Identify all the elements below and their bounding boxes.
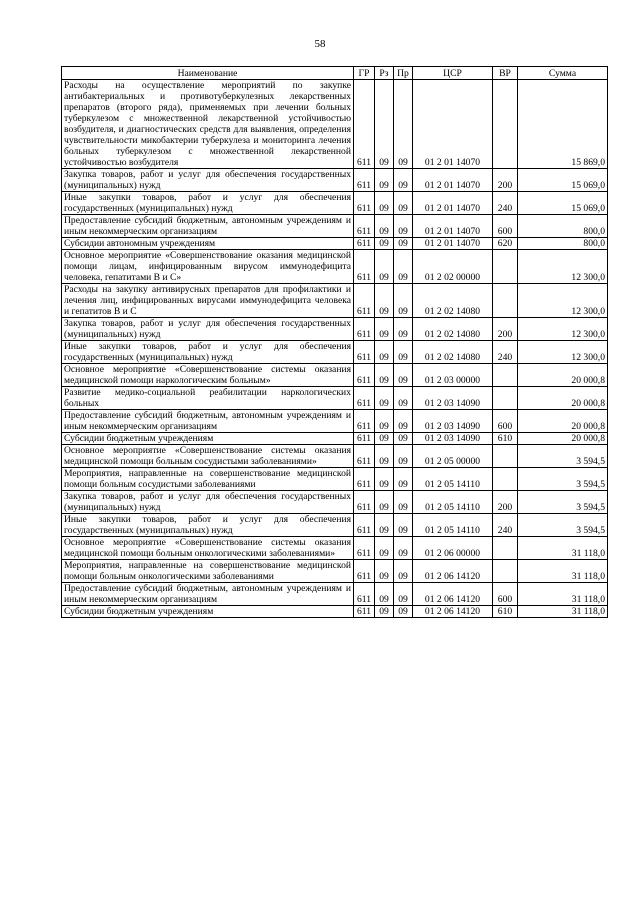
cell-sum: 31 118,0: [518, 560, 608, 583]
cell-gr: 611: [354, 514, 375, 537]
cell-csr: 01 2 01 14070: [413, 238, 493, 250]
cell-rz: 09: [375, 491, 394, 514]
cell-pr: 09: [394, 238, 413, 250]
cell-rz: 09: [375, 169, 394, 192]
cell-pr: 09: [394, 341, 413, 364]
cell-gr: 611: [354, 238, 375, 250]
cell-gr: 611: [354, 250, 375, 284]
cell-csr: 01 2 03 14090: [413, 387, 493, 410]
table-row: [62, 192, 608, 215]
cell-sum: 3 594,5: [518, 491, 608, 514]
cell-sum: 12 300,0: [518, 318, 608, 341]
cell-csr: 01 2 02 14080: [413, 341, 493, 364]
cell-sum: 800,0: [518, 215, 608, 238]
cell-name: Развитие медико-социальной реабилитации наркологических больных: [62, 387, 354, 410]
cell-sum: 800,0: [518, 238, 608, 250]
cell-gr: 611: [354, 560, 375, 583]
cell-rz: 09: [375, 445, 394, 468]
cell-name: Иные закупки товаров, работ и услуг для обеспечения государственных (муниципальных) нужд: [62, 192, 354, 215]
table-row: [62, 80, 608, 169]
cell-csr: 01 2 02 14080: [413, 284, 493, 318]
cell-vr: 240: [493, 192, 518, 215]
cell-sum: 3 594,5: [518, 468, 608, 491]
cell-pr: 09: [394, 491, 413, 514]
cell-rz: 09: [375, 341, 394, 364]
cell-gr: 611: [354, 284, 375, 318]
cell-sum: 20 000,8: [518, 410, 608, 433]
cell-vr: [493, 387, 518, 410]
cell-csr: 01 2 06 14120: [413, 606, 493, 618]
cell-vr: 200: [493, 318, 518, 341]
cell-pr: 09: [394, 468, 413, 491]
cell-rz: 09: [375, 606, 394, 618]
cell-csr: 01 2 06 00000: [413, 537, 493, 560]
cell-gr: 611: [354, 169, 375, 192]
cell-gr: 611: [354, 583, 375, 606]
cell-vr: 610: [493, 433, 518, 445]
cell-rz: 09: [375, 387, 394, 410]
table-row: [62, 445, 608, 468]
cell-gr: 611: [354, 387, 375, 410]
table-row: [62, 169, 608, 192]
cell-pr: 09: [394, 537, 413, 560]
cell-pr: 09: [394, 583, 413, 606]
table-row: [62, 250, 608, 284]
cell-csr: 01 2 05 14110: [413, 468, 493, 491]
cell-rz: 09: [375, 433, 394, 445]
cell-vr: 620: [493, 238, 518, 250]
cell-sum: 20 000,8: [518, 387, 608, 410]
header-pr: Пр: [394, 67, 413, 80]
table-row: [62, 606, 608, 618]
table-row: [62, 284, 608, 318]
table-row: [62, 410, 608, 433]
cell-vr: 240: [493, 341, 518, 364]
table-row: [62, 364, 608, 387]
cell-vr: 240: [493, 514, 518, 537]
cell-vr: [493, 468, 518, 491]
cell-sum: 12 300,0: [518, 341, 608, 364]
cell-rz: 09: [375, 215, 394, 238]
cell-gr: 611: [354, 491, 375, 514]
table-row: [62, 318, 608, 341]
cell-name: Мероприятия, направленные на совершенствование медицинской помощи больным онкологическими заболеваниями: [62, 560, 354, 583]
cell-rz: 09: [375, 80, 394, 169]
cell-sum: 20 000,8: [518, 364, 608, 387]
cell-vr: 600: [493, 215, 518, 238]
cell-gr: 611: [354, 537, 375, 560]
cell-vr: [493, 560, 518, 583]
cell-rz: 09: [375, 238, 394, 250]
header-name: Наименование: [62, 67, 354, 80]
budget-table: [61, 66, 608, 618]
cell-rz: 09: [375, 514, 394, 537]
cell-vr: 200: [493, 169, 518, 192]
cell-csr: 01 2 05 14110: [413, 491, 493, 514]
cell-vr: 600: [493, 410, 518, 433]
cell-gr: 611: [354, 606, 375, 618]
cell-rz: 09: [375, 410, 394, 433]
cell-name: Расходы на закупку антивирусных препаратов для профилактики и лечения лиц, инфицированных вирусами иммунодефицита человека и гепатитов B и C: [62, 284, 354, 318]
header-vr: ВР: [493, 67, 518, 80]
cell-gr: 611: [354, 468, 375, 491]
table-row: [62, 583, 608, 606]
cell-name: Иные закупки товаров, работ и услуг для обеспечения государственных (муниципальных) нужд: [62, 514, 354, 537]
cell-csr: 01 2 06 14120: [413, 560, 493, 583]
cell-gr: 611: [354, 318, 375, 341]
cell-name: Основное мероприятие «Совершенствование системы оказания медицинской помощи больным сосудистыми заболеваниями»: [62, 445, 354, 468]
cell-pr: 09: [394, 514, 413, 537]
cell-name: Закупка товаров, работ и услуг для обеспечения государственных (муниципальных) нужд: [62, 318, 354, 341]
cell-pr: 09: [394, 387, 413, 410]
cell-sum: 3 594,5: [518, 514, 608, 537]
cell-name: Субсидии бюджетным учреждениям: [62, 606, 354, 618]
cell-pr: 09: [394, 169, 413, 192]
cell-rz: 09: [375, 364, 394, 387]
cell-sum: 31 118,0: [518, 537, 608, 560]
cell-rz: 09: [375, 560, 394, 583]
cell-vr: [493, 250, 518, 284]
cell-vr: [493, 445, 518, 468]
cell-sum: 12 300,0: [518, 284, 608, 318]
cell-pr: 09: [394, 284, 413, 318]
cell-sum: 31 118,0: [518, 583, 608, 606]
cell-name: Предоставление субсидий бюджетным, автономным учреждениям и иным некоммерческим организациям: [62, 215, 354, 238]
cell-csr: 01 2 03 00000: [413, 364, 493, 387]
cell-gr: 611: [354, 433, 375, 445]
cell-vr: [493, 537, 518, 560]
cell-csr: 01 2 03 14090: [413, 410, 493, 433]
cell-pr: 09: [394, 606, 413, 618]
cell-pr: 09: [394, 192, 413, 215]
cell-csr: 01 2 06 14120: [413, 583, 493, 606]
cell-sum: 20 000,8: [518, 433, 608, 445]
cell-vr: 600: [493, 583, 518, 606]
table-row: [62, 537, 608, 560]
table-row: [62, 341, 608, 364]
cell-rz: 09: [375, 537, 394, 560]
cell-name: Предоставление субсидий бюджетным, автономным учреждениям и иным некоммерческим организациям: [62, 410, 354, 433]
cell-pr: 09: [394, 445, 413, 468]
cell-name: Субсидии автономным учреждениям: [62, 238, 354, 250]
cell-vr: [493, 364, 518, 387]
cell-rz: 09: [375, 284, 394, 318]
cell-rz: 09: [375, 468, 394, 491]
header-csr: ЦСР: [413, 67, 493, 80]
cell-vr: [493, 284, 518, 318]
cell-name: Основное мероприятие «Совершенствование системы оказания медицинской помощи больным онкологическими заболеваниями»: [62, 537, 354, 560]
cell-gr: 611: [354, 410, 375, 433]
table-row: [62, 468, 608, 491]
cell-pr: 09: [394, 80, 413, 169]
cell-rz: 09: [375, 250, 394, 284]
cell-csr: 01 2 01 14070: [413, 215, 493, 238]
cell-name: Иные закупки товаров, работ и услуг для обеспечения государственных (муниципальных) нужд: [62, 341, 354, 364]
cell-gr: 611: [354, 341, 375, 364]
cell-sum: 31 118,0: [518, 606, 608, 618]
cell-gr: 611: [354, 192, 375, 215]
cell-vr: 610: [493, 606, 518, 618]
cell-sum: 15 069,0: [518, 169, 608, 192]
cell-sum: 15 069,0: [518, 192, 608, 215]
table-row: [62, 433, 608, 445]
cell-gr: 611: [354, 215, 375, 238]
cell-sum: 15 869,0: [518, 80, 608, 169]
cell-gr: 611: [354, 364, 375, 387]
cell-csr: 01 2 02 00000: [413, 250, 493, 284]
cell-pr: 09: [394, 215, 413, 238]
cell-rz: 09: [375, 318, 394, 341]
table-row: [62, 387, 608, 410]
header-rz: Рз: [375, 67, 394, 80]
cell-sum: 12 300,0: [518, 250, 608, 284]
cell-pr: 09: [394, 318, 413, 341]
table-row: [62, 215, 608, 238]
table-row: [62, 491, 608, 514]
cell-sum: 3 594,5: [518, 445, 608, 468]
cell-name: Мероприятия, направленные на совершенствование медицинской помощи больным сосудистыми заболеваниями: [62, 468, 354, 491]
header-sum: Сумма: [518, 67, 608, 80]
cell-name: Основное мероприятие «Совершенствование системы оказания медицинской помощи наркологическим больным»: [62, 364, 354, 387]
cell-pr: 09: [394, 560, 413, 583]
cell-csr: 01 2 01 14070: [413, 192, 493, 215]
cell-name: Закупка товаров, работ и услуг для обеспечения государственных (муниципальных) нужд: [62, 169, 354, 192]
cell-csr: 01 2 02 14080: [413, 318, 493, 341]
table-row: [62, 560, 608, 583]
cell-pr: 09: [394, 433, 413, 445]
table-row: [62, 514, 608, 537]
cell-csr: 01 2 01 14070: [413, 80, 493, 169]
cell-name: Закупка товаров, работ и услуг для обеспечения государственных (муниципальных) нужд: [62, 491, 354, 514]
page-number: 58: [314, 38, 326, 50]
cell-csr: 01 2 03 14090: [413, 433, 493, 445]
cell-rz: 09: [375, 192, 394, 215]
cell-pr: 09: [394, 410, 413, 433]
cell-gr: 611: [354, 445, 375, 468]
table-row: [62, 238, 608, 250]
cell-csr: 01 2 05 00000: [413, 445, 493, 468]
cell-name: Субсидии бюджетным учреждениям: [62, 433, 354, 445]
cell-vr: [493, 80, 518, 169]
header-gr: ГР: [354, 67, 375, 80]
header-row: [62, 67, 608, 80]
cell-gr: 611: [354, 80, 375, 169]
cell-csr: 01 2 05 14110: [413, 514, 493, 537]
cell-name: Расходы на осуществление мероприятий по закупке антибактериальных и противотуберкулезных лекарственных препаратов (второго ряда), применяемых при лечении больных туберкулезом с множественной лекарственной устойчивостью возбудителя, и диагностических средств для выявления, определения чувствительности микобактерии туберкулеза и мониторинга лечения больных туберкулезом с множественной лекарственной устойчивостью возбудителя: [62, 80, 354, 169]
cell-rz: 09: [375, 583, 394, 606]
cell-pr: 09: [394, 364, 413, 387]
cell-vr: 200: [493, 491, 518, 514]
cell-name: Предоставление субсидий бюджетным, автономным учреждениям и иным некоммерческим организациям: [62, 583, 354, 606]
cell-name: Основное мероприятие «Совершенствование оказания медицинской помощи лицам, инфицированным вирусом иммунодефицита человека, гепатитами B и C»: [62, 250, 354, 284]
cell-pr: 09: [394, 250, 413, 284]
table-body: [62, 80, 608, 618]
cell-csr: 01 2 01 14070: [413, 169, 493, 192]
